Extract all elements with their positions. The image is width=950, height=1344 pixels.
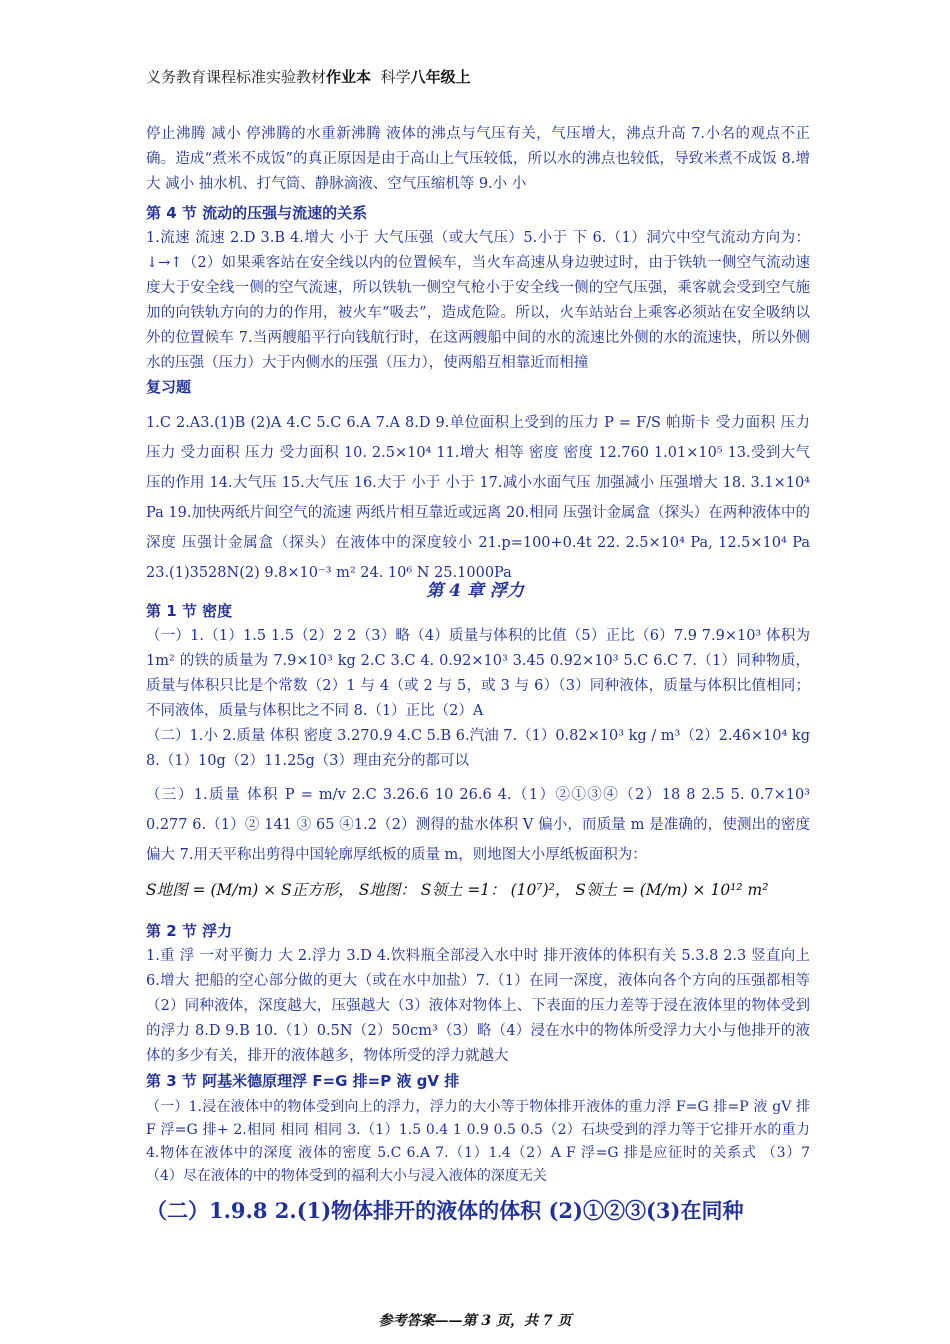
sec1-part3: （三）1.质量 体积 P = m/v 2.C 3.26.6 10 26.6 4.（1）②①③④（2）18 8 2.5 5. 0.7×10³ 0.277 6.（1）② 141 ③ 65 ④1.2（2）测得的盐水体积 V 偏小，而质量 m 是准确的，使测出的密度偏大 7.用天平称出剪得中国轮廓厚纸板的质量 m，则地图大小厚纸板面积为： <box>146 787 810 863</box>
sec1-part1: （一）1.（1）1.5 1.5（2）2 2（3）略（4）质量与体积的比值（5）正比（6）7.9 7.9×10³ 体积为 1m² 的铁的质量为 7.9×10³ kg 2.C 3.C 4. 0.92×10³ 3.45 0.92×10³ 5.C 6.C 7.（1）同种物质，质量与体积只比是个常数（2）1 与 4（或 2 与 5，或 3 与 6）（3）同种液体，质量与体积比值相同；不同液体，质量与体积比之不同 8.（1）正比（2）A <box>146 628 810 719</box>
sec2-title: 第 2 节 浮力 <box>146 922 233 940</box>
sec3-title: 第 3 节 阿基米德原理浮 F=G 排=P 液 gV 排 <box>146 1072 460 1090</box>
sec3-part2: （二）1.9.8 2.(1)物体排开的液体的体积 (2)①②③(3)在同种 <box>146 1198 744 1223</box>
header-book: 作业本 <box>326 68 372 86</box>
section-4-body: 1.流速 流速 2.D 3.B 4.增大 小于 大气压强（或大气压）5.小于 下 6.（1）洞穴中空气流动方向为：↓→↑（2）如果乘客站在安全线以内的位置候车，当火车高速从身边驶过时，由于铁轨一侧空气流动速度大于安全线一侧的空气流速，所以铁轨一侧空气枪小于安全线一侧的空气压强，乘客就会受到空气施加的向铁轨方向的力的作用，被火车“吸去”，造成危险。所以，火车站站台上乘客必须站在安全吸纳以外的位置候车 7.当两艘船平行向钱航行时，在这两艘船中间的水的流速比外侧的水的流速快，所以外侧水的压强（压力）大于内侧水的压强（压力），使两船互相靠近而相撞 <box>146 230 810 371</box>
sec3-part1: （一）1.浸在液体中的物体受到向上的浮力，浮力的大小等于物体排开液体的重力浮 F=G 排=P 液 gV 排 F 浮=G 排+ 2.相同 相同 相同 3.（1）1.5 0.4 1 0.9 0.5 0.5（2）石块受到的浮力等于它排开水的重力 4.物体在液体中的深度 液体的密度 5.C 6.A 7.（1）1.4（2）A F 浮=G 排是应征时的关系式 （3）7 （4）尽在液体的中的物体受到的福利大小与浸入液体的深度无关 <box>146 1099 810 1184</box>
header-grade: 八年级上 <box>410 68 471 86</box>
sec1-part2: （二）1.小 2.质量 体积 密度 3.270.9 4.C 5.B 6.汽油 7.（1）0.82×10³ kg / m³（2）2.46×10⁴ kg 8.（1）10g（2）11.25g（3）理由充分的都可以 <box>146 728 810 769</box>
page-footer: 参考答案——第 3 页，共 7 页 <box>378 1313 572 1329</box>
sec1-formula: S地图 = (M/m) × S正方形， S地图： S领土 =1： (10⁷)²， S领土 = (M/m) × 10¹² m² <box>146 881 769 899</box>
header-prefix: 义务教育课程标准实验教材 <box>146 68 327 86</box>
header-subject: 科学 <box>380 68 411 86</box>
review-title: 复习题 <box>146 378 192 396</box>
section-4-title: 第 4 节 流动的压强与流速的关系 <box>146 204 368 222</box>
chapter-4-title: 第 4 章 浮力 <box>426 581 524 601</box>
review-body: 1.C 2.A3.(1)B (2)A 4.C 5.C 6.A 7.A 8.D 9.单位面积上受到的压力 P = F/S 帕斯卡 受力面积 压力 压力 受力面积 压力 受力面积 10. 2.5×10⁴ 11.增大 相等 密度 密度 12.760 1.01×10⁵ 13.受到大气压的作用 14.大气压 15.大气压 16.大于 小于 小于 17.减小水面气压 加强减小 压强增大 18. 3.1×10⁴ Pa 19.加快两纸片间空气的流速 两纸片相互靠近或远离 20.相同 压强计金属盒（探头）在两种液体中的深度 压强计金属盒（探头）在液体中的深度较小 21.p=100+0.4t 22. 2.5×10⁴ Pa, 12.5×10⁴ Pa 23.(1)3528N(2) 9.8×10⁻³ m² 24. 10⁶ N 25.1000Pa <box>146 415 810 581</box>
sec2-body: 1.重 浮 一对平衡力 大 2.浮力 3.D 4.饮料瓶全部浸入水中时 排开液体的体积有关 5.3.8 2.3 竖直向上 6.增大 把船的空心部分做的更大（或在水中加盐）7.（1）在同一深度，液体向各个方向的压强都相等（2）同种液体，深度越大，压强越大（3）液体对物体上、下表面的压力差等于浸在液体里的物体受到的浮力 8.D 9.B 10.（1）0.5N（2）50cm³（3）略（4）浸在水中的物体所受浮力大小与他排开的液体的多少有关，排开的液体越多，物体所受的浮力就越大 <box>146 948 810 1064</box>
page-header <box>146 66 471 87</box>
sec1-title: 第 1 节 密度 <box>146 602 233 620</box>
boiling-paragraph: 停止沸腾 减小 停沸腾的水重新沸腾 液体的沸点与气压有关，气压增大，沸点升高 7.小名的观点不正确。造成“煮米不成饭”的真正原因是由于高山上气压较低，所以水的沸点也较低，导致米煮不成饭 8.增大 减小 抽水机、打气筒、静脉滴液、空气压缩机等 9.小 小 <box>146 126 810 192</box>
